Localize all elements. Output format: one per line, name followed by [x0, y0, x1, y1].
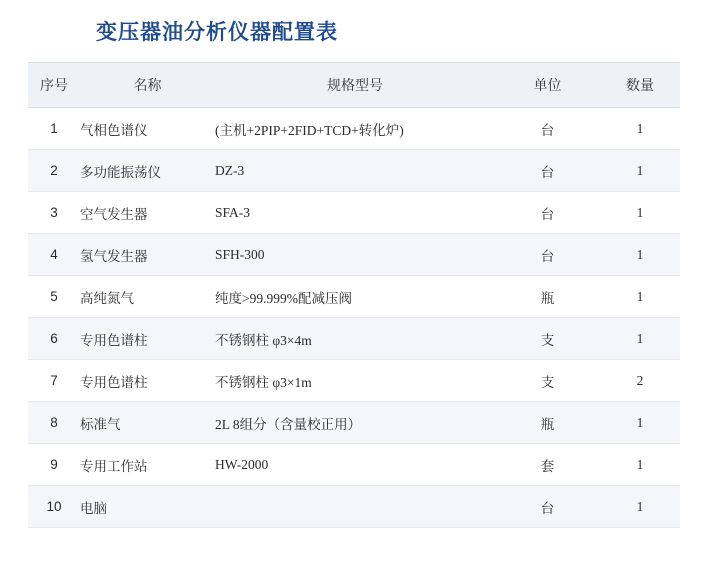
- config-table-container: [28, 62, 680, 528]
- table-row: [28, 318, 680, 360]
- cell-name: 专用工作站: [80, 444, 215, 486]
- cell-model: HW-2000: [215, 444, 495, 486]
- cell-name: 多功能振荡仪: [80, 150, 215, 192]
- cell-no: 4: [28, 234, 80, 276]
- table-row: [28, 486, 680, 528]
- cell-unit: 套: [495, 444, 600, 486]
- cell-unit: 支: [495, 360, 600, 402]
- table-row: [28, 360, 680, 402]
- cell-model: DZ-3: [215, 150, 495, 192]
- cell-unit: 台: [495, 150, 600, 192]
- cell-no: 1: [28, 108, 80, 150]
- table-row: [28, 402, 680, 444]
- cell-name: 标准气: [80, 402, 215, 444]
- cell-name: 电脑: [80, 486, 215, 528]
- cell-qty: 2: [600, 360, 680, 402]
- cell-no: 2: [28, 150, 80, 192]
- cell-name: 高纯氮气: [80, 276, 215, 318]
- cell-model: 纯度>99.999%配减压阀: [215, 276, 495, 318]
- table-body: [28, 108, 680, 528]
- cell-unit: 台: [495, 234, 600, 276]
- table-row: [28, 108, 680, 150]
- cell-name: 专用色谱柱: [80, 318, 215, 360]
- cell-qty: 1: [600, 108, 680, 150]
- cell-model: 不锈钢柱 φ3×1m: [215, 360, 495, 402]
- cell-qty: 1: [600, 192, 680, 234]
- header-cell-qty: 数量: [600, 63, 680, 108]
- header-cell-name: 名称: [80, 63, 215, 108]
- cell-name: 专用色谱柱: [80, 360, 215, 402]
- equipment-config-table: [28, 62, 680, 528]
- table-row: [28, 234, 680, 276]
- header-cell-model: 规格型号: [215, 63, 495, 108]
- cell-unit: 瓶: [495, 402, 600, 444]
- table-row: [28, 150, 680, 192]
- header-cell-no: 序号: [28, 63, 80, 108]
- cell-model: 不锈钢柱 φ3×4m: [215, 318, 495, 360]
- cell-name: 氢气发生器: [80, 234, 215, 276]
- cell-no: 9: [28, 444, 80, 486]
- table-row: [28, 444, 680, 486]
- cell-unit: 台: [495, 108, 600, 150]
- cell-no: 6: [28, 318, 80, 360]
- cell-model: (主机+2PIP+2FID+TCD+转化炉): [215, 108, 495, 150]
- cell-unit: 台: [495, 192, 600, 234]
- cell-unit: 瓶: [495, 276, 600, 318]
- cell-unit: 台: [495, 486, 600, 528]
- cell-model: SFH-300: [215, 234, 495, 276]
- cell-qty: 1: [600, 276, 680, 318]
- cell-name: 空气发生器: [80, 192, 215, 234]
- cell-qty: 1: [600, 234, 680, 276]
- table-header-row: [28, 63, 680, 108]
- cell-unit: 支: [495, 318, 600, 360]
- cell-no: 10: [28, 486, 80, 528]
- cell-no: 7: [28, 360, 80, 402]
- cell-qty: 1: [600, 402, 680, 444]
- cell-qty: 1: [600, 318, 680, 360]
- cell-model: [215, 486, 495, 528]
- cell-no: 8: [28, 402, 80, 444]
- cell-qty: 1: [600, 444, 680, 486]
- cell-qty: 1: [600, 150, 680, 192]
- cell-no: 5: [28, 276, 80, 318]
- table-row: [28, 276, 680, 318]
- header-cell-unit: 单位: [495, 63, 600, 108]
- table-row: [28, 192, 680, 234]
- cell-qty: 1: [600, 486, 680, 528]
- cell-no: 3: [28, 192, 80, 234]
- cell-model: 2L 8组分（含量校正用）: [215, 402, 495, 444]
- cell-model: SFA-3: [215, 192, 495, 234]
- table-header: [28, 63, 680, 108]
- cell-name: 气相色谱仪: [80, 108, 215, 150]
- page-title: 变压器油分析仪器配置表: [96, 21, 338, 44]
